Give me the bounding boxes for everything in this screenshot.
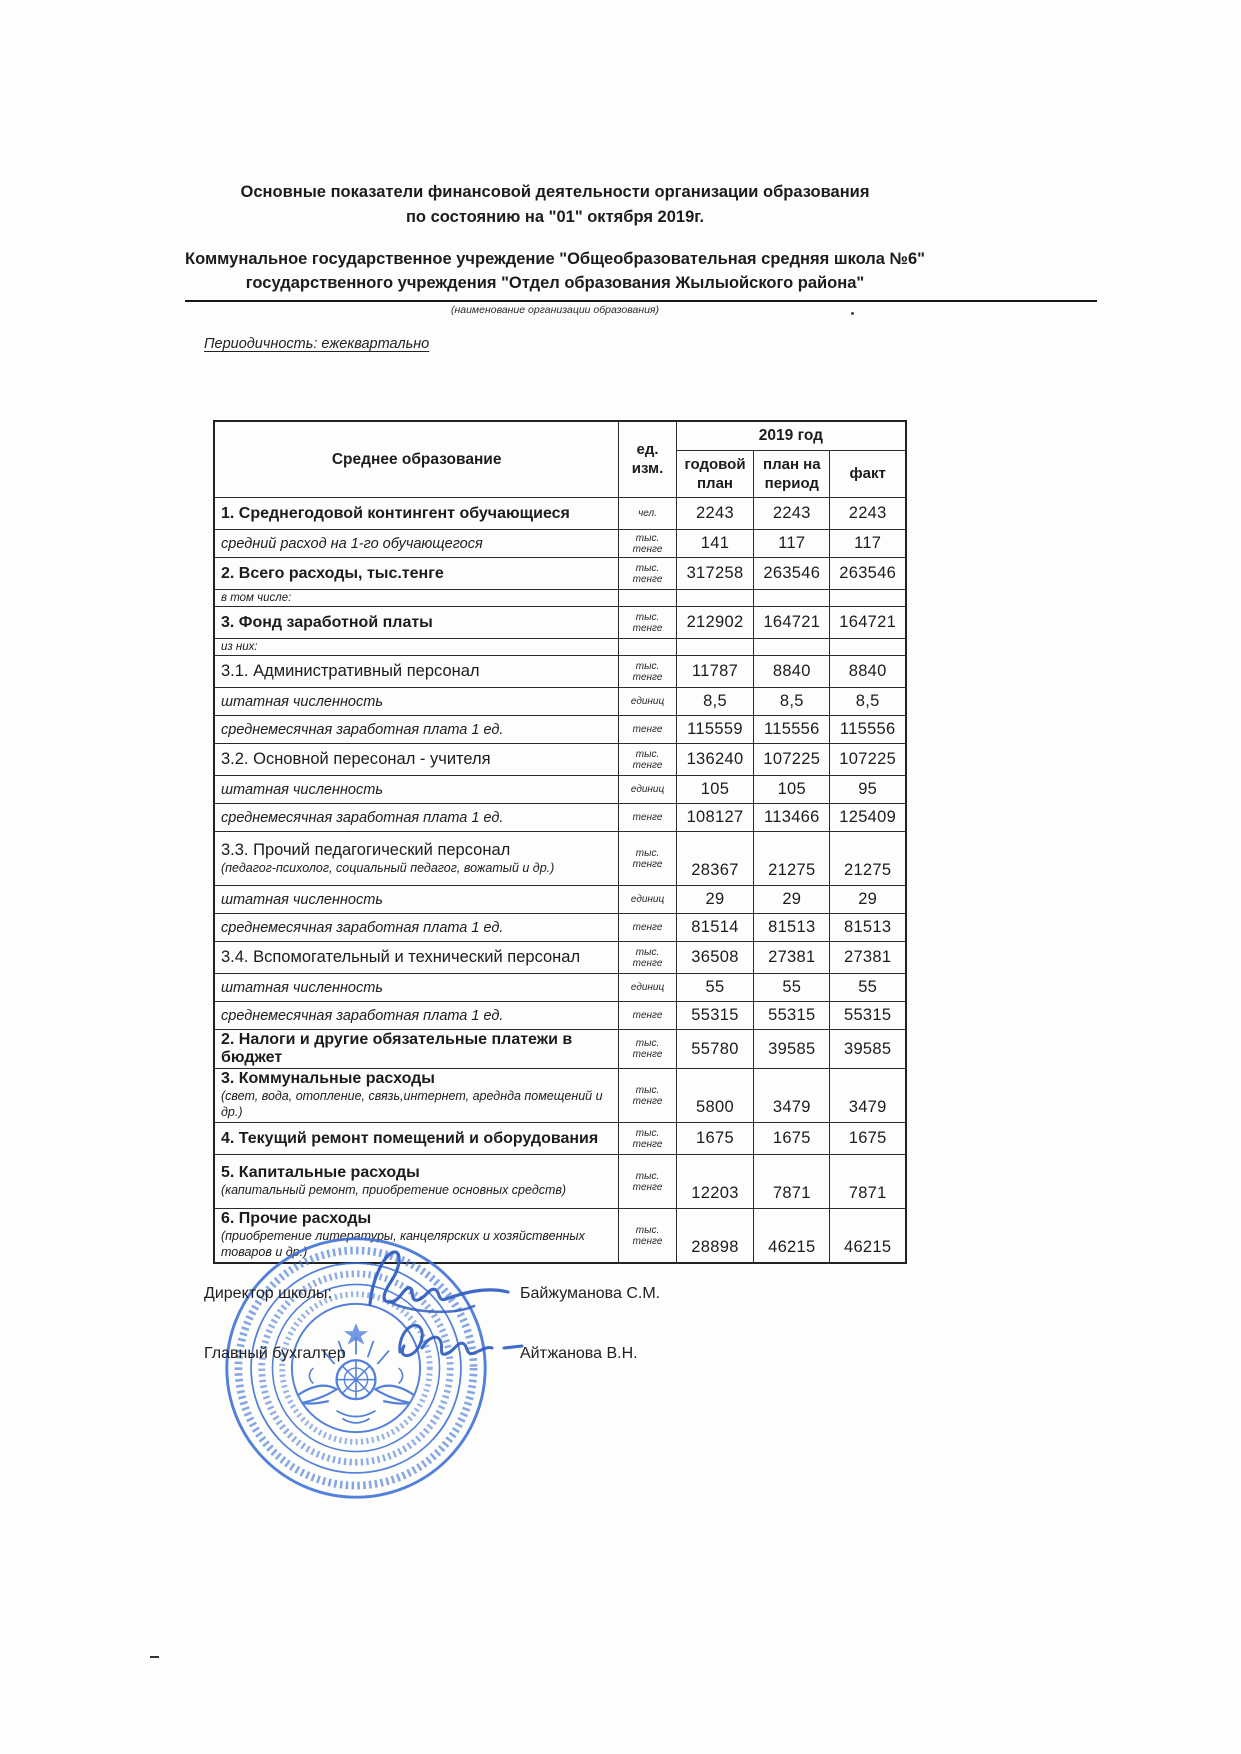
table-row (214, 1069, 906, 1123)
accountant-sign-row (204, 1345, 914, 1363)
table-row (214, 656, 906, 688)
row-label-text: 6. Прочие расходы (221, 1210, 372, 1228)
row-label (214, 1123, 619, 1155)
organization-name (160, 248, 950, 296)
row-label-text: 3.2. Основной пересонал - учителя (221, 750, 491, 768)
row-annual-plan-value: 115559 (676, 716, 754, 744)
col-header-name: Среднее образование (214, 421, 619, 498)
table-row (214, 832, 906, 886)
row-annual-plan-value: 2243 (676, 498, 754, 530)
row-fact-value: 164721 (830, 607, 906, 639)
row-fact-value: 2243 (830, 498, 906, 530)
row-label (214, 744, 619, 776)
row-unit: тыс. тенге (619, 744, 676, 776)
row-annual-plan-value: 81514 (676, 914, 754, 942)
table-row (214, 744, 906, 776)
table-row (214, 886, 906, 914)
row-label-text: среднемесячная заработная плата 1 ед. (221, 721, 504, 738)
row-period-plan-value: 46215 (754, 1209, 830, 1264)
row-period-plan-value: 81513 (754, 914, 830, 942)
document-title (200, 180, 910, 230)
row-label (214, 716, 619, 744)
table-row (214, 1123, 906, 1155)
table-row (214, 639, 906, 656)
table-header-row-1 (214, 421, 906, 451)
row-period-plan-value: 55 (754, 974, 830, 1002)
row-label-text: в том числе: (221, 592, 292, 604)
row-unit: тыс. тенге (619, 530, 676, 558)
table-row (214, 688, 906, 716)
row-unit: тыс. тенге (619, 1069, 676, 1123)
row-period-plan-value (754, 590, 830, 607)
row-period-plan-value: 263546 (754, 558, 830, 590)
row-fact-value (830, 639, 906, 656)
row-unit: тыс. тенге (619, 607, 676, 639)
row-label-text: штатная численность (221, 891, 383, 908)
row-annual-plan-value: 5800 (676, 1069, 754, 1123)
row-unit: тенге (619, 804, 676, 832)
row-unit: тыс. тенге (619, 1155, 676, 1209)
row-annual-plan-value: 36508 (676, 942, 754, 974)
row-fact-value: 55315 (830, 1002, 906, 1030)
row-annual-plan-value: 12203 (676, 1155, 754, 1209)
org-underline-rule (185, 300, 1097, 302)
row-fact-value: 8,5 (830, 688, 906, 716)
col-header-year-group: 2019 год (676, 421, 906, 451)
row-period-plan-value: 7871 (754, 1155, 830, 1209)
row-annual-plan-value (676, 590, 754, 607)
scan-artifact-dash (150, 1656, 159, 1658)
row-fact-value: 1675 (830, 1123, 906, 1155)
row-period-plan-value: 29 (754, 886, 830, 914)
row-fact-value: 55 (830, 974, 906, 1002)
row-period-plan-value: 8,5 (754, 688, 830, 716)
row-label (214, 656, 619, 688)
organization-name-line1: Коммунальное государственное учреждение "Общеобразовательная средняя школа №6" (185, 250, 925, 268)
row-fact-value: 7871 (830, 1155, 906, 1209)
row-period-plan-value: 27381 (754, 942, 830, 974)
row-label-subtext: (капитальный ремонт, приобретение основных средств) (221, 1183, 567, 1198)
row-label-text: среднемесячная заработная плата 1 ед. (221, 1007, 504, 1024)
row-label-text: 3.4. Вспомогательный и технический персонал (221, 948, 581, 966)
row-label (214, 558, 619, 590)
row-period-plan-value (754, 639, 830, 656)
row-period-plan-value: 113466 (754, 804, 830, 832)
row-annual-plan-value: 55315 (676, 1002, 754, 1030)
row-unit: тыс. тенге (619, 1030, 676, 1069)
row-unit: единиц (619, 886, 676, 914)
col-header-period-plan: план на период (754, 451, 830, 498)
org-caption: (наименование организации образования) (450, 304, 660, 316)
row-label-text: 2. Налоги и другие обязательные платежи в бюджет (221, 1031, 573, 1066)
row-label-subtext: (приобретение литературы, канцелярских и хозяйственных товаров и др.) (221, 1229, 585, 1259)
row-period-plan-value: 3479 (754, 1069, 830, 1123)
row-fact-value: 29 (830, 886, 906, 914)
row-label (214, 832, 619, 886)
row-period-plan-value: 107225 (754, 744, 830, 776)
row-annual-plan-value: 317258 (676, 558, 754, 590)
row-label (214, 1069, 619, 1123)
table-row (214, 776, 906, 804)
row-annual-plan-value: 8,5 (676, 688, 754, 716)
row-label (214, 1030, 619, 1069)
row-annual-plan-value: 55 (676, 974, 754, 1002)
row-annual-plan-value: 29 (676, 886, 754, 914)
director-name: Байжуманова С.М. (520, 1285, 661, 1302)
row-label-text: 3. Коммунальные расходы (221, 1070, 435, 1088)
row-label-text: из них: (221, 641, 258, 653)
row-period-plan-value: 105 (754, 776, 830, 804)
row-period-plan-value: 1675 (754, 1123, 830, 1155)
row-label (214, 804, 619, 832)
row-period-plan-value: 117 (754, 530, 830, 558)
row-fact-value: 8840 (830, 656, 906, 688)
periodicity-note: Периодичность: ежеквартально (204, 336, 430, 352)
row-label-subtext: (свет, вода, отопление, связь,интернет, ареднда помещений и др.) (221, 1089, 603, 1119)
row-annual-plan-value: 28367 (676, 832, 754, 886)
row-fact-value: 21275 (830, 832, 906, 886)
table-row (214, 607, 906, 639)
row-label (214, 974, 619, 1002)
row-label (214, 639, 619, 656)
row-label (214, 942, 619, 974)
row-label (214, 776, 619, 804)
document-title-line1: Основные показатели финансовой деятельности организации образования (240, 183, 870, 201)
row-unit: тыс. тенге (619, 558, 676, 590)
row-fact-value: 125409 (830, 804, 906, 832)
col-header-annual-plan: годовой план (676, 451, 754, 498)
row-period-plan-value: 55315 (754, 1002, 830, 1030)
row-unit: тенге (619, 716, 676, 744)
row-label-subtext: (педагог-психолог, социальный педагог, вожатый и др.) (221, 860, 555, 875)
row-fact-value: 263546 (830, 558, 906, 590)
table-row (214, 558, 906, 590)
row-fact-value (830, 590, 906, 607)
row-unit (619, 590, 676, 607)
row-label-text: штатная численность (221, 693, 383, 710)
row-unit: тенге (619, 1002, 676, 1030)
row-annual-plan-value: 28898 (676, 1209, 754, 1264)
row-annual-plan-value: 11787 (676, 656, 754, 688)
table-row (214, 530, 906, 558)
row-unit (619, 639, 676, 656)
row-unit: тенге (619, 914, 676, 942)
row-label (214, 1002, 619, 1030)
row-unit: тыс. тенге (619, 942, 676, 974)
row-label-text: штатная численность (221, 781, 383, 798)
accountant-name: Айтжанова В.Н. (520, 1345, 638, 1362)
row-annual-plan-value: 108127 (676, 804, 754, 832)
row-period-plan-value: 115556 (754, 716, 830, 744)
row-annual-plan-value: 1675 (676, 1123, 754, 1155)
row-period-plan-value: 39585 (754, 1030, 830, 1069)
row-annual-plan-value: 141 (676, 530, 754, 558)
row-label-text: 1. Среднегодовой контингент обучающиеся (221, 504, 570, 522)
row-annual-plan-value (676, 639, 754, 656)
row-label-text: штатная численность (221, 979, 383, 996)
row-unit: единиц (619, 974, 676, 1002)
row-unit: тыс. тенге (619, 832, 676, 886)
table-row (214, 974, 906, 1002)
row-annual-plan-value: 105 (676, 776, 754, 804)
table-row (214, 914, 906, 942)
row-period-plan-value: 164721 (754, 607, 830, 639)
row-label (214, 590, 619, 607)
row-label-text: среднемесячная заработная плата 1 ед. (221, 919, 504, 936)
row-label (214, 886, 619, 914)
row-label (214, 530, 619, 558)
row-label-text: 5. Капитальные расходы (221, 1164, 420, 1182)
row-fact-value: 117 (830, 530, 906, 558)
row-label-text: 3. Фонд заработной платы (221, 613, 433, 631)
table-row (214, 590, 906, 607)
row-annual-plan-value: 55780 (676, 1030, 754, 1069)
finance-indicators-table (213, 420, 907, 1264)
row-label-text: 3.1. Административный персонал (221, 662, 480, 680)
row-fact-value: 46215 (830, 1209, 906, 1264)
row-period-plan-value: 21275 (754, 832, 830, 886)
row-unit: единиц (619, 776, 676, 804)
col-header-fact: факт (830, 451, 906, 498)
row-label (214, 607, 619, 639)
row-unit: чел. (619, 498, 676, 530)
row-unit: тыс. тенге (619, 656, 676, 688)
row-annual-plan-value: 212902 (676, 607, 754, 639)
row-label-text: среднемесячная заработная плата 1 ед. (221, 809, 504, 826)
row-fact-value: 107225 (830, 744, 906, 776)
accountant-label: Главный бухгалтер (204, 1345, 346, 1362)
row-fact-value: 95 (830, 776, 906, 804)
scan-artifact-dot (851, 312, 854, 315)
table-row (214, 498, 906, 530)
director-label: Директор школы: (204, 1285, 332, 1302)
director-sign-row (204, 1285, 914, 1303)
row-label-text: 4. Текущий ремонт помещений и оборудования (221, 1129, 599, 1147)
row-label (214, 1155, 619, 1209)
table-row (214, 1030, 906, 1069)
row-label (214, 498, 619, 530)
table-row (214, 804, 906, 832)
row-label-text: 2. Всего расходы, тыс.тенге (221, 564, 444, 582)
organization-name-line2: государственного учреждения "Отдел образования Жылыойского района" (245, 273, 865, 292)
table-row (214, 1002, 906, 1030)
row-unit: единиц (619, 688, 676, 716)
row-label-text: средний расход на 1-го обучающегося (221, 535, 483, 552)
row-label (214, 914, 619, 942)
document-title-line2: по состоянию на "01" октября 2019г. (405, 207, 705, 226)
row-fact-value: 39585 (830, 1030, 906, 1069)
row-fact-value: 115556 (830, 716, 906, 744)
row-fact-value: 3479 (830, 1069, 906, 1123)
row-fact-value: 27381 (830, 942, 906, 974)
row-label-text: 3.3. Прочий педагогический персонал (221, 840, 511, 859)
col-header-unit: ед. изм. (619, 421, 676, 498)
table-row (214, 1155, 906, 1209)
row-fact-value: 81513 (830, 914, 906, 942)
row-period-plan-value: 8840 (754, 656, 830, 688)
table-row (214, 942, 906, 974)
row-unit: тыс. тенге (619, 1209, 676, 1264)
row-period-plan-value: 2243 (754, 498, 830, 530)
row-label (214, 688, 619, 716)
table-row (214, 716, 906, 744)
row-annual-plan-value: 136240 (676, 744, 754, 776)
row-unit: тыс. тенге (619, 1123, 676, 1155)
